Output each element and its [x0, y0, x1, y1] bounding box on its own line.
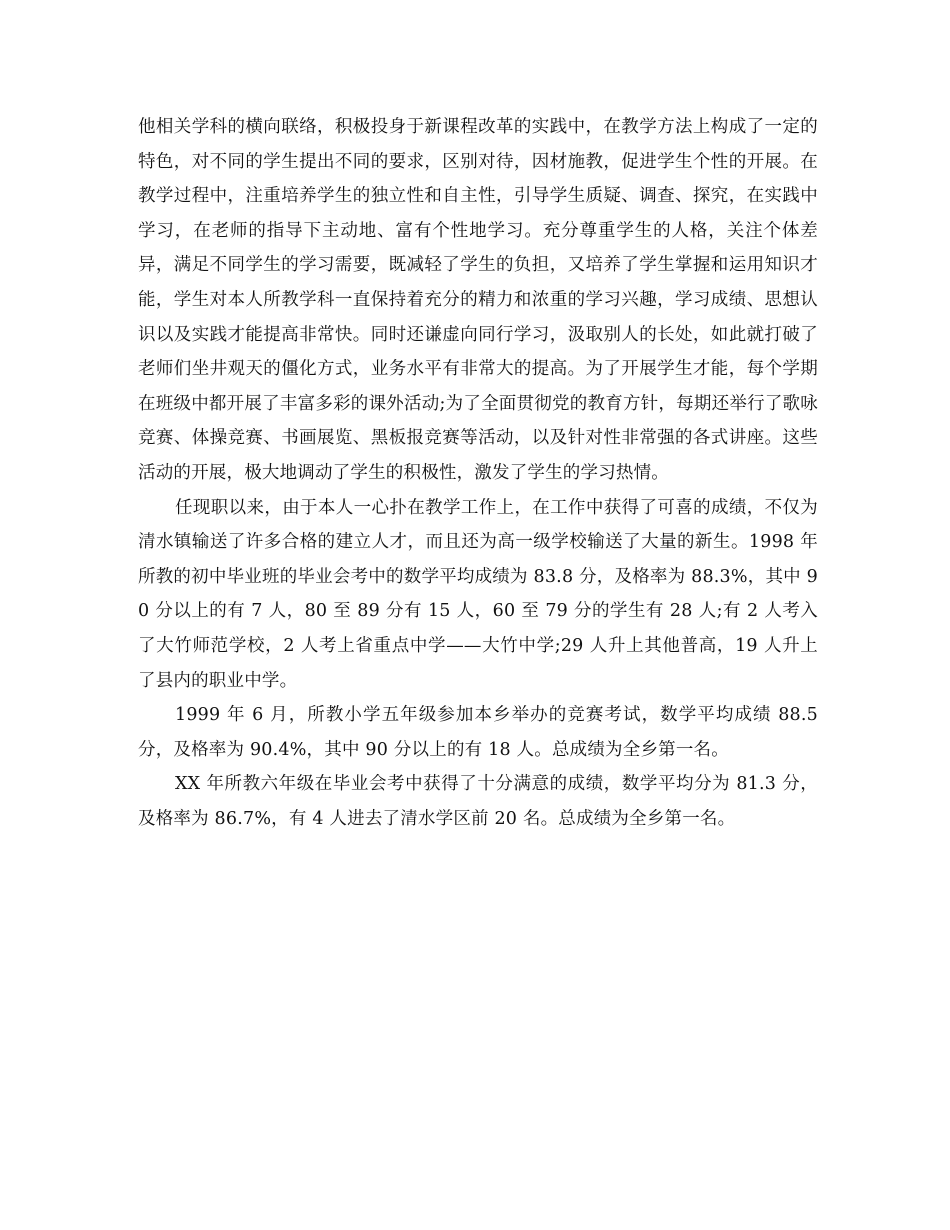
document-body — [138, 110, 818, 836]
paragraph-achievements: 任现职以来，由于本人一心扑在教学工作上，在工作中获得了可喜的成绩，不仅为清水镇输送了许多合格的建立人才，而且还为高一级学校输送了大量的新生。1998 年所教的初中毕业班的毕业会考中的数学平均成绩为 83.8 分，及格率为 88.3%，其中 90 分以上的有 7 人，80 至 89 分有 15 人，60 至 79 分的学生有 28 人;有 2 人考入了大竹师范学校，2 人考上省重点中学——大竹中学;29 人升上其他普高，19 人升上了县内的职业中学。 — [138, 497, 818, 691]
paragraph-teaching-methods: 他相关学科的横向联络，积极投身于新课程改革的实践中，在教学方法上构成了一定的特色，对不同的学生提出不同的要求，区别对待，因材施教，促进学生个性的开展。在教学过程中，注重培养学生的独立性和自主性，引导学生质疑、调查、探究，在实践中学习，在老师的指导下主动地、富有个性地学习。充分尊重学生的人格，关注个体差异，满足不同学生的学习需要，既减轻了学生的负担，又培养了学生掌握和运用知识才能，学生对本人所教学科一直保持着充分的精力和浓重的学习兴趣，学习成绩、思想认识以及实践才能提高非常快。同时还谦虚向同行学习，汲取别人的长处，如此就打破了老师们坐井观天的僵化方式，业务水平有非常大的提高。为了开展学生才能，每个学期在班级中都开展了丰富多彩的课外活动;为了全面贯彻党的教育方针，每期还举行了歌咏竞赛、体操竞赛、书画展览、黑板报竞赛等活动，以及针对性非常强的各式讲座。这些活动的开展，极大地调动了学生的积极性，激发了学生的学习热情。 — [138, 117, 818, 483]
paragraph-1999-competition: 1999 年 6 月，所教小学五年级参加本乡举办的竞赛考试，数学平均成绩 88.5 分，及格率为 90.4%，其中 90 分以上的有 18 人。总成绩为全乡第一名。 — [138, 705, 818, 760]
paragraph-xx-graduation: XX 年所教六年级在毕业会考中获得了十分满意的成绩，数学平均分为 81.3 分，及格率为 86.7%，有 4 人进去了清水学区前 20 名。总成绩为全乡第一名。 — [138, 774, 818, 829]
